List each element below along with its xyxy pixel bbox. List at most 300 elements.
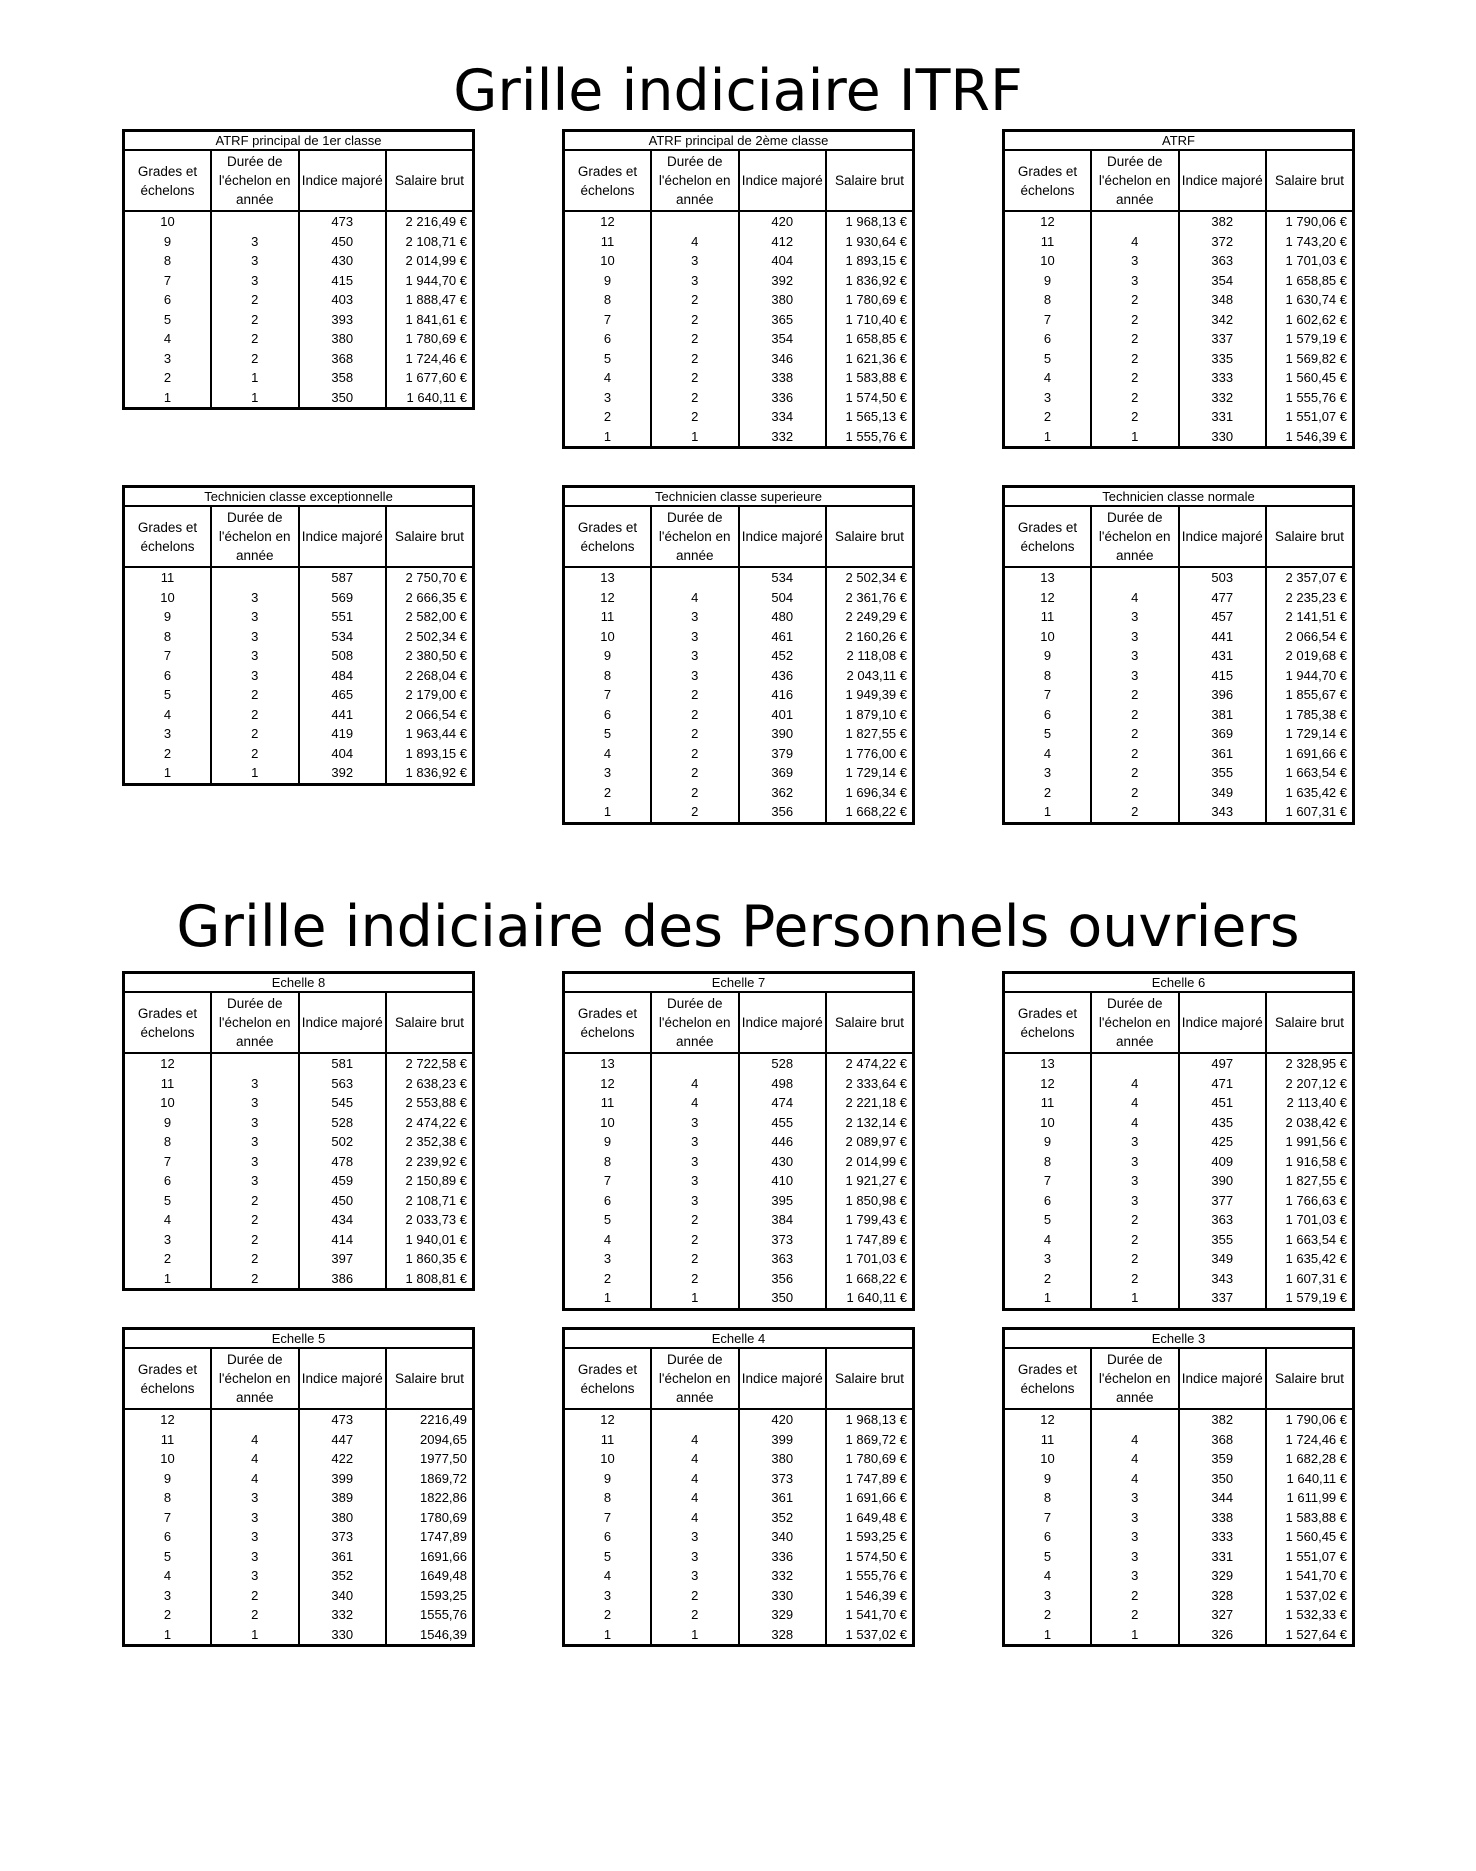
table-row xyxy=(564,685,914,705)
cell-echelon: 5 xyxy=(163,1548,172,1564)
table-row xyxy=(564,1191,914,1211)
cell-duree: 2 xyxy=(651,310,739,330)
cell-salaire: 1 968,13 € xyxy=(826,1409,914,1430)
cell-salaire: 1 949,39 € xyxy=(826,685,914,705)
cell-indice: 419 xyxy=(299,724,387,744)
cell-salaire: 1 560,45 € xyxy=(1266,1527,1354,1547)
cell-echelon: 4 xyxy=(163,706,172,722)
salary-table xyxy=(122,1327,475,1647)
table-row xyxy=(564,588,914,608)
column-header-grade: Grades et échelons xyxy=(1004,506,1092,567)
cell-echelon: 8 xyxy=(1043,1490,1052,1506)
cell-salaire: 1869,72 xyxy=(386,1469,474,1489)
cell-duree: 3 xyxy=(651,1191,739,1211)
cell-echelon: 9 xyxy=(603,648,612,664)
cell-duree: 3 xyxy=(211,1171,299,1191)
cell-salaire: 1 963,44 € xyxy=(386,724,474,744)
cell-salaire: 2 221,18 € xyxy=(826,1093,914,1113)
column-header-salaire: Salaire brut xyxy=(826,506,914,567)
cell-duree: 4 xyxy=(651,1469,739,1489)
cell-duree: 2 xyxy=(651,388,739,408)
cell-salaire: 1 916,58 € xyxy=(1266,1152,1354,1172)
cell-salaire: 1 635,42 € xyxy=(1266,783,1354,803)
cell-duree: 2 xyxy=(1091,1210,1179,1230)
page-title-itrf: Grille indiciaire ITRF xyxy=(453,58,1023,124)
cell-indice: 333 xyxy=(1179,1527,1267,1547)
cell-echelon: 10 xyxy=(600,1114,615,1130)
cell-salaire: 1 541,70 € xyxy=(1266,1566,1354,1586)
cell-indice: 343 xyxy=(1179,802,1267,823)
cell-duree: 3 xyxy=(211,1508,299,1528)
cell-duree: 2 xyxy=(651,290,739,310)
column-header-grade: Grades et échelons xyxy=(564,992,652,1053)
cell-duree: 1 xyxy=(1091,1288,1179,1309)
cell-indice: 410 xyxy=(739,1171,827,1191)
cell-duree: 2 xyxy=(1091,290,1179,310)
cell-echelon: 10 xyxy=(600,253,615,269)
cell-indice: 528 xyxy=(739,1053,827,1074)
cell-echelon: 3 xyxy=(163,350,172,366)
cell-indice: 587 xyxy=(299,567,387,588)
table-row xyxy=(564,744,914,764)
cell-echelon: 2 xyxy=(163,1607,172,1623)
cell-duree: 3 xyxy=(1091,646,1179,666)
cell-echelon: 9 xyxy=(163,1470,172,1486)
table-row xyxy=(124,251,474,271)
cell-salaire: 1 766,63 € xyxy=(1266,1191,1354,1211)
cell-duree: 3 xyxy=(1091,1152,1179,1172)
salary-table xyxy=(1002,971,1355,1311)
cell-salaire: 1 944,70 € xyxy=(386,271,474,291)
cell-indice: 333 xyxy=(1179,368,1267,388)
column-header-indice: Indice majoré xyxy=(1179,150,1267,211)
table-row xyxy=(564,1269,914,1289)
cell-salaire: 2 108,71 € xyxy=(386,1191,474,1211)
table-row xyxy=(1004,1469,1354,1489)
table-row xyxy=(564,1230,914,1250)
table-row xyxy=(564,310,914,330)
table-row xyxy=(124,1152,474,1172)
cell-salaire: 1649,48 xyxy=(386,1566,474,1586)
cell-echelon: 7 xyxy=(603,687,612,703)
cell-duree: 3 xyxy=(651,1152,739,1172)
table-row xyxy=(564,1132,914,1152)
cell-salaire: 1 790,06 € xyxy=(1266,1409,1354,1430)
cell-echelon: 2 xyxy=(163,370,172,386)
cell-salaire: 1 574,50 € xyxy=(826,388,914,408)
cell-salaire: 2 666,35 € xyxy=(386,588,474,608)
cell-echelon: 1 xyxy=(1043,804,1052,820)
cell-salaire: 1 574,50 € xyxy=(826,1547,914,1567)
table-row xyxy=(124,666,474,686)
cell-duree: 1 xyxy=(651,427,739,448)
cell-salaire: 1 893,15 € xyxy=(826,251,914,271)
cell-echelon: 1 xyxy=(163,389,172,405)
cell-salaire: 2 582,00 € xyxy=(386,607,474,627)
cell-indice: 504 xyxy=(739,588,827,608)
salary-table xyxy=(122,485,475,786)
table-row xyxy=(564,646,914,666)
cell-echelon: 2 xyxy=(1043,784,1052,800)
table-row xyxy=(564,705,914,725)
table-row xyxy=(1004,232,1354,252)
cell-indice: 450 xyxy=(299,1191,387,1211)
table-row xyxy=(1004,1093,1354,1113)
table-row xyxy=(1004,1171,1354,1191)
cell-salaire: 2 357,07 € xyxy=(1266,567,1354,588)
cell-salaire: 1 658,85 € xyxy=(826,329,914,349)
column-header-indice: Indice majoré xyxy=(739,506,827,567)
cell-indice: 380 xyxy=(739,1449,827,1469)
cell-duree: 2 xyxy=(651,744,739,764)
cell-indice: 328 xyxy=(1179,1586,1267,1606)
cell-echelon: 4 xyxy=(163,1212,172,1228)
cell-salaire: 2 553,88 € xyxy=(386,1093,474,1113)
salary-table xyxy=(1002,1327,1355,1647)
cell-indice: 340 xyxy=(739,1527,827,1547)
cell-salaire: 2 268,04 € xyxy=(386,666,474,686)
cell-salaire: 2 014,99 € xyxy=(386,251,474,271)
cell-salaire: 1 827,55 € xyxy=(1266,1171,1354,1191)
salary-table xyxy=(562,1327,915,1647)
cell-duree: 3 xyxy=(211,588,299,608)
cell-echelon: 4 xyxy=(603,745,612,761)
cell-indice: 430 xyxy=(299,251,387,271)
cell-duree: 3 xyxy=(211,1132,299,1152)
cell-indice: 368 xyxy=(299,349,387,369)
cell-echelon: 10 xyxy=(1040,1451,1055,1467)
cell-salaire: 1 729,14 € xyxy=(1266,724,1354,744)
cell-duree: 4 xyxy=(1091,1430,1179,1450)
table-row xyxy=(564,388,914,408)
cell-indice: 474 xyxy=(739,1093,827,1113)
cell-salaire: 1 724,46 € xyxy=(386,349,474,369)
cell-echelon: 5 xyxy=(163,687,172,703)
cell-duree: 1 xyxy=(211,368,299,388)
cell-salaire: 1 691,66 € xyxy=(826,1488,914,1508)
cell-indice: 350 xyxy=(1179,1469,1267,1489)
cell-salaire: 2 207,12 € xyxy=(1266,1074,1354,1094)
cell-salaire: 2 352,38 € xyxy=(386,1132,474,1152)
table-row xyxy=(564,627,914,647)
cell-duree: 2 xyxy=(1091,388,1179,408)
cell-salaire: 1 691,66 € xyxy=(1266,744,1354,764)
cell-salaire: 2 132,14 € xyxy=(826,1113,914,1133)
cell-duree: 2 xyxy=(651,763,739,783)
cell-indice: 332 xyxy=(739,427,827,448)
table-row xyxy=(124,388,474,409)
cell-duree: 2 xyxy=(211,1605,299,1625)
cell-echelon: 1 xyxy=(603,804,612,820)
cell-salaire: 2 328,95 € xyxy=(1266,1053,1354,1074)
column-header-grade: Grades et échelons xyxy=(564,506,652,567)
cell-echelon: 6 xyxy=(163,292,172,308)
table-row xyxy=(124,1132,474,1152)
cell-indice: 389 xyxy=(299,1488,387,1508)
cell-duree: 4 xyxy=(1091,1469,1179,1489)
cell-salaire: 2216,49 xyxy=(386,1409,474,1430)
table-row xyxy=(1004,1191,1354,1211)
cell-echelon: 5 xyxy=(163,1192,172,1208)
cell-echelon: 4 xyxy=(1043,745,1052,761)
cell-duree: 2 xyxy=(211,1249,299,1269)
table-title: Technicien classe exceptionnelle xyxy=(124,487,474,507)
cell-indice: 331 xyxy=(1179,407,1267,427)
table-row xyxy=(124,685,474,705)
cell-duree: 2 xyxy=(211,744,299,764)
cell-echelon: 3 xyxy=(1043,1251,1052,1267)
cell-echelon: 7 xyxy=(603,311,612,327)
cell-salaire: 2 361,76 € xyxy=(826,588,914,608)
salary-table xyxy=(562,129,915,449)
cell-echelon: 9 xyxy=(1043,648,1052,664)
cell-echelon: 7 xyxy=(603,1509,612,1525)
cell-echelon: 11 xyxy=(600,609,615,625)
cell-salaire: 1 555,76 € xyxy=(1266,388,1354,408)
cell-salaire: 1 663,54 € xyxy=(1266,763,1354,783)
cell-indice: 473 xyxy=(299,211,387,232)
table-row xyxy=(124,627,474,647)
cell-indice: 352 xyxy=(739,1508,827,1528)
cell-duree: 2 xyxy=(211,724,299,744)
cell-salaire: 1780,69 xyxy=(386,1508,474,1528)
cell-indice: 356 xyxy=(739,1269,827,1289)
table-row xyxy=(1004,290,1354,310)
cell-indice: 354 xyxy=(739,329,827,349)
column-header-duree: Durée de l'échelon en année xyxy=(211,150,299,211)
cell-duree: 3 xyxy=(211,666,299,686)
cell-echelon: 3 xyxy=(603,1587,612,1603)
cell-echelon: 5 xyxy=(603,726,612,742)
cell-echelon: 3 xyxy=(1043,765,1052,781)
column-header-salaire: Salaire brut xyxy=(1266,150,1354,211)
cell-indice: 415 xyxy=(1179,666,1267,686)
cell-indice: 382 xyxy=(1179,1409,1267,1430)
cell-salaire: 2 108,71 € xyxy=(386,232,474,252)
cell-salaire: 1 747,89 € xyxy=(826,1230,914,1250)
cell-indice: 412 xyxy=(739,232,827,252)
cell-echelon: 1 xyxy=(163,1270,172,1286)
cell-salaire: 1977,50 xyxy=(386,1449,474,1469)
column-header-salaire: Salaire brut xyxy=(386,150,474,211)
cell-echelon: 12 xyxy=(1040,589,1055,605)
cell-indice: 334 xyxy=(739,407,827,427)
cell-echelon: 3 xyxy=(163,726,172,742)
table-row xyxy=(124,705,474,725)
cell-indice: 355 xyxy=(1179,1230,1267,1250)
table-row xyxy=(1004,427,1354,448)
cell-indice: 393 xyxy=(299,310,387,330)
cell-echelon: 12 xyxy=(160,1056,175,1072)
cell-echelon: 8 xyxy=(1043,292,1052,308)
cell-salaire: 1 940,01 € xyxy=(386,1230,474,1250)
cell-duree: 4 xyxy=(651,1449,739,1469)
table-row xyxy=(124,1469,474,1489)
cell-salaire: 1 869,72 € xyxy=(826,1430,914,1450)
cell-indice: 329 xyxy=(739,1605,827,1625)
table-row xyxy=(564,724,914,744)
cell-salaire: 1 541,70 € xyxy=(826,1605,914,1625)
cell-indice: 361 xyxy=(299,1547,387,1567)
table-row xyxy=(564,1469,914,1489)
column-header-duree: Durée de l'échelon en année xyxy=(211,992,299,1053)
table-title: ATRF xyxy=(1004,131,1354,151)
cell-indice: 336 xyxy=(739,1547,827,1567)
cell-duree: 2 xyxy=(651,1586,739,1606)
cell-indice: 403 xyxy=(299,290,387,310)
cell-echelon: 13 xyxy=(1040,570,1055,586)
column-header-grade: Grades et échelons xyxy=(1004,150,1092,211)
cell-echelon: 8 xyxy=(603,1490,612,1506)
table-row xyxy=(564,666,914,686)
cell-indice: 484 xyxy=(299,666,387,686)
cell-duree: 2 xyxy=(651,329,739,349)
cell-indice: 361 xyxy=(739,1488,827,1508)
table-row xyxy=(1004,310,1354,330)
cell-duree: 4 xyxy=(211,1449,299,1469)
cell-duree: 2 xyxy=(1091,349,1179,369)
cell-echelon: 2 xyxy=(603,409,612,425)
cell-echelon: 10 xyxy=(160,214,175,230)
table-row xyxy=(124,271,474,291)
column-header-duree: Durée de l'échelon en année xyxy=(211,1348,299,1409)
table-row xyxy=(124,1093,474,1113)
cell-echelon: 10 xyxy=(1040,1114,1055,1130)
cell-duree xyxy=(1091,211,1179,232)
cell-salaire: 1 555,76 € xyxy=(826,1566,914,1586)
cell-echelon: 7 xyxy=(603,1173,612,1189)
cell-echelon: 7 xyxy=(163,648,172,664)
cell-echelon: 9 xyxy=(603,272,612,288)
cell-salaire: 1 696,34 € xyxy=(826,783,914,803)
table-row xyxy=(124,1269,474,1290)
cell-indice: 344 xyxy=(1179,1488,1267,1508)
cell-indice: 528 xyxy=(299,1113,387,1133)
cell-duree: 2 xyxy=(211,705,299,725)
table-row xyxy=(124,1488,474,1508)
column-header-duree: Durée de l'échelon en année xyxy=(651,1348,739,1409)
cell-duree: 2 xyxy=(651,685,739,705)
cell-salaire: 1 602,62 € xyxy=(1266,310,1354,330)
cell-indice: 396 xyxy=(1179,685,1267,705)
cell-duree: 4 xyxy=(651,588,739,608)
cell-echelon: 6 xyxy=(603,1529,612,1545)
table-row xyxy=(124,763,474,784)
cell-duree: 2 xyxy=(651,783,739,803)
cell-duree xyxy=(211,1053,299,1074)
table-row xyxy=(1004,1508,1354,1528)
table-title: Echelle 5 xyxy=(124,1329,474,1349)
table-title: Technicien classe superieure xyxy=(564,487,914,507)
table-row xyxy=(124,1527,474,1547)
cell-echelon: 6 xyxy=(163,1173,172,1189)
cell-duree xyxy=(651,567,739,588)
table-row xyxy=(564,211,914,232)
cell-duree: 2 xyxy=(1091,310,1179,330)
cell-echelon: 5 xyxy=(1043,1212,1052,1228)
table-row xyxy=(124,1605,474,1625)
table-row xyxy=(1004,607,1354,627)
cell-indice: 447 xyxy=(299,1430,387,1450)
cell-salaire: 2 474,22 € xyxy=(386,1113,474,1133)
cell-duree: 2 xyxy=(211,1269,299,1290)
cell-salaire: 2 502,34 € xyxy=(826,567,914,588)
cell-echelon: 13 xyxy=(1040,1056,1055,1072)
cell-echelon: 3 xyxy=(1043,389,1052,405)
cell-indice: 363 xyxy=(1179,251,1267,271)
cell-salaire: 1 743,20 € xyxy=(1266,232,1354,252)
cell-salaire: 2 014,99 € xyxy=(826,1152,914,1172)
cell-indice: 392 xyxy=(299,763,387,784)
cell-salaire: 1 579,19 € xyxy=(1266,329,1354,349)
cell-echelon: 3 xyxy=(603,765,612,781)
cell-duree: 1 xyxy=(211,1625,299,1646)
cell-duree: 3 xyxy=(651,251,739,271)
cell-echelon: 12 xyxy=(600,1412,615,1428)
cell-duree: 3 xyxy=(1091,1508,1179,1528)
cell-duree xyxy=(651,211,739,232)
table-row xyxy=(564,1171,914,1191)
cell-indice: 338 xyxy=(739,368,827,388)
column-header-duree: Durée de l'échelon en année xyxy=(1091,506,1179,567)
cell-indice: 420 xyxy=(739,1409,827,1430)
cell-echelon: 9 xyxy=(1043,1134,1052,1150)
cell-salaire: 2 038,42 € xyxy=(1266,1113,1354,1133)
table-row xyxy=(564,567,914,588)
cell-echelon: 12 xyxy=(160,1412,175,1428)
cell-salaire: 1 893,15 € xyxy=(386,744,474,764)
column-header-indice: Indice majoré xyxy=(299,1348,387,1409)
cell-echelon: 1 xyxy=(603,428,612,444)
cell-duree: 2 xyxy=(211,349,299,369)
table-row xyxy=(124,1586,474,1606)
cell-indice: 380 xyxy=(739,290,827,310)
cell-duree: 1 xyxy=(211,763,299,784)
table-row xyxy=(1004,329,1354,349)
table-row xyxy=(564,1409,914,1430)
cell-salaire: 2 380,50 € xyxy=(386,646,474,666)
cell-salaire: 1 808,81 € xyxy=(386,1269,474,1290)
cell-indice: 431 xyxy=(1179,646,1267,666)
cell-duree xyxy=(1091,567,1179,588)
column-header-duree: Durée de l'échelon en année xyxy=(651,150,739,211)
cell-echelon: 9 xyxy=(603,1470,612,1486)
table-row xyxy=(564,1449,914,1469)
column-header-indice: Indice majoré xyxy=(1179,992,1267,1053)
cell-salaire: 1 921,27 € xyxy=(826,1171,914,1191)
cell-salaire: 1 546,39 € xyxy=(826,1586,914,1606)
cell-salaire: 1 635,42 € xyxy=(1266,1249,1354,1269)
cell-duree: 2 xyxy=(651,724,739,744)
table-title: Echelle 7 xyxy=(564,973,914,993)
cell-echelon: 5 xyxy=(163,311,172,327)
table-title: Echelle 8 xyxy=(124,973,474,993)
table-row xyxy=(124,1547,474,1567)
cell-echelon: 7 xyxy=(1043,687,1052,703)
cell-salaire: 1 701,03 € xyxy=(1266,251,1354,271)
cell-indice: 354 xyxy=(1179,271,1267,291)
cell-duree: 1 xyxy=(1091,1625,1179,1646)
cell-salaire: 1 668,22 € xyxy=(826,1269,914,1289)
cell-duree: 2 xyxy=(651,1210,739,1230)
cell-duree: 4 xyxy=(1091,1074,1179,1094)
salary-table xyxy=(122,129,475,410)
cell-echelon: 12 xyxy=(1040,214,1055,230)
cell-duree: 3 xyxy=(211,1113,299,1133)
table-row xyxy=(124,1409,474,1430)
column-header-grade: Grades et échelons xyxy=(564,1348,652,1409)
column-header-grade: Grades et échelons xyxy=(564,150,652,211)
